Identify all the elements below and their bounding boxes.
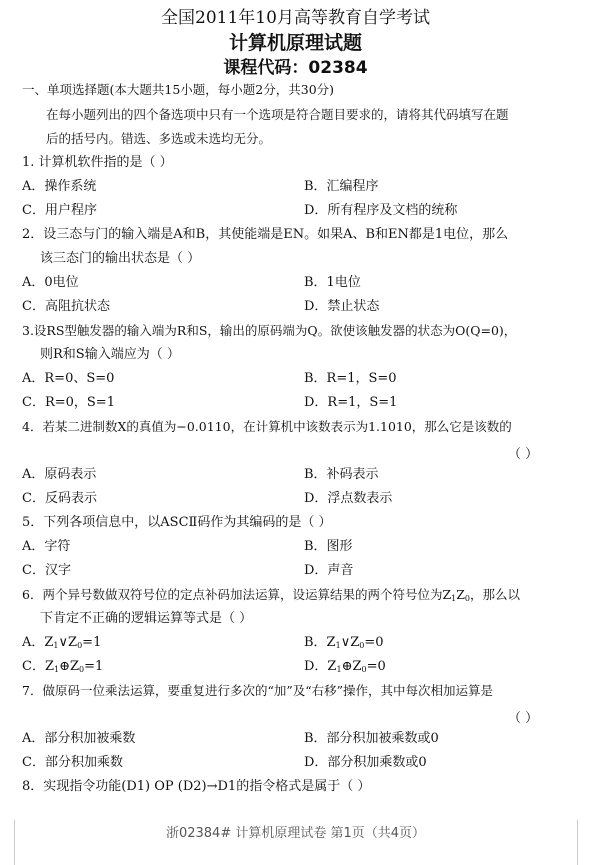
question-3-option-c: C．R=0，S=1 <box>22 395 115 410</box>
subject-title: 计算机原理试题 <box>228 32 362 54</box>
question-5-stem: 5．下列各项信息中，以ASCⅡ码作为其编码的是（ ） <box>22 515 332 530</box>
question-3-option-d: D．R=1，S=1 <box>304 395 398 410</box>
exam-title: 全国2011年10月高等教育自学考试 <box>161 8 430 28</box>
question-7-option-b: B．部分积加被乘数或0 <box>304 731 439 746</box>
course-code: 课程代码：02384 <box>223 58 368 78</box>
question-4-option-a: A．原码表示 <box>22 467 97 482</box>
question-6-option-d: D．$Z_1\oplus Z_0=0$ <box>304 659 386 674</box>
question-1-option-a: A．操作系统 <box>22 179 97 194</box>
question-6-option-b: B．$Z_1\vee Z_0=0$ <box>304 635 384 650</box>
question-8-stem: 8．实现指令功能(D1) OP (D2)→D1的指令格式是属于（ ） <box>22 779 371 794</box>
question-1-option-c: C．用户程序 <box>22 203 97 218</box>
question-7-option-c: C．部分积加乘数 <box>22 755 123 770</box>
question-4-stem: 4．若某二进制数X的真值为−0.0110，在计算机中该数表示为1.1010，那么它是该数的 <box>22 419 512 434</box>
question-3-continuation: 则R和S输入端应为（ ） <box>40 347 180 362</box>
question-7-answer-paren: （ ） <box>508 711 539 726</box>
question-6-option-a: A．$Z_1\vee Z_0=1$ <box>22 635 102 650</box>
question-6-option-c: C．$Z_1\oplus Z_0=1$ <box>22 659 104 674</box>
question-1-option-d: D．所有程序及文档的统称 <box>304 203 458 218</box>
question-2-option-d: D．禁止状态 <box>304 299 380 314</box>
question-5-option-b: B．图形 <box>304 539 353 554</box>
instructions-line-2: 后的括号内。错选、多选或未选均无分。 <box>46 131 272 146</box>
question-3-option-b: B．R=1，S=0 <box>304 371 397 386</box>
question-6-stem: 6．两个异号数做双符号位的定点补码加法运算，设运算结果的两个符号位为$Z_1Z_0$，那么以 <box>22 587 521 603</box>
question-5-option-d: D．声音 <box>304 563 354 578</box>
question-3-option-a: A．R=0、S=0 <box>22 371 115 386</box>
question-2-option-a: A．0电位 <box>22 275 79 290</box>
question-2-continuation: 该三态门的输出状态是（ ） <box>40 251 201 266</box>
page-footer: 浙02384# 计算机原理试卷 第1页（共4页） <box>165 826 426 841</box>
question-7-stem: 7．做原码一位乘法运算，要重复进行多次的“加”及“右移”操作，其中每次相加运算是 <box>22 683 494 698</box>
question-4-option-c: C．反码表示 <box>22 491 97 506</box>
instructions-line-1: 在每小题列出的四个备选项中只有一个选项是符合题目要求的，请将其代码填写在题 <box>46 107 509 122</box>
question-7-option-d: D．部分积加乘数或0 <box>304 755 427 770</box>
question-5-option-c: C．汉字 <box>22 563 71 578</box>
question-2-option-c: C．高阻抗状态 <box>22 299 110 314</box>
question-2-stem: 2．设三态与门的输入端是A和B，其使能端是EN。如果A、B和EN都是1电位，那么 <box>22 227 509 242</box>
question-4-option-d: D．浮点数表示 <box>304 491 393 506</box>
question-4-option-b: B．补码表示 <box>304 467 379 482</box>
question-1-option-b: B．汇编程序 <box>304 179 379 194</box>
question-4-answer-paren: （ ） <box>508 447 539 462</box>
question-2-option-b: B．1电位 <box>304 275 361 290</box>
question-5-option-a: A．字符 <box>22 539 71 554</box>
section-heading: 一、单项选择题(本大题共15小题，每小题2分，共30分) <box>22 82 335 97</box>
question-7-option-a: A．部分积加被乘数 <box>22 731 136 746</box>
question-1-stem: 1. 计算机软件指的是（ ） <box>22 155 173 170</box>
question-3-stem: 3.设RS型触发器的输入端为R和S，输出的原码端为Q。欲使该触发器的状态为O(Q=0)， <box>22 323 517 338</box>
question-6-continuation: 下肯定不正确的逻辑运算等式是（ ） <box>40 611 253 626</box>
